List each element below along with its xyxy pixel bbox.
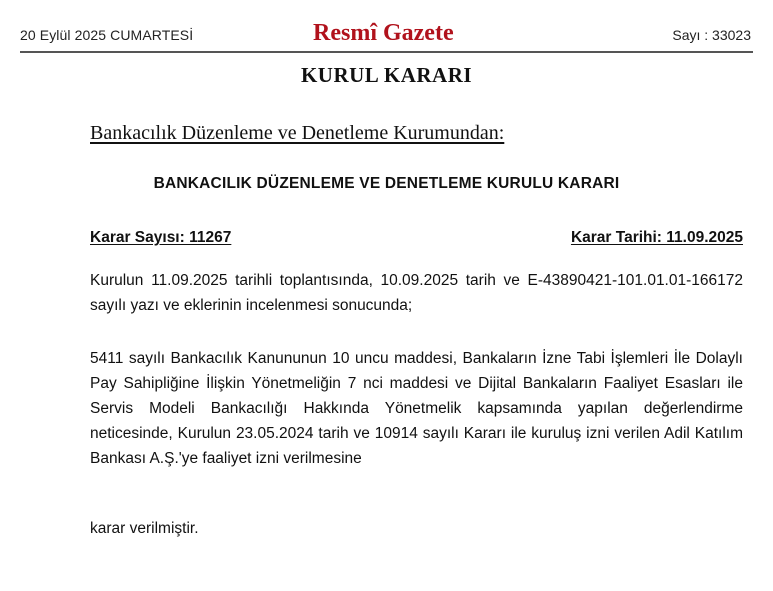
- decision-title: BANKACILIK DÜZENLEME VE DENETLEME KURULU KARARI: [153, 175, 620, 192]
- closing-statement: karar verilmiştir.: [90, 520, 199, 537]
- section-title: KURUL KARARI: [300, 63, 473, 87]
- body-paragraph-1: [90, 268, 743, 318]
- header-divider: [20, 51, 753, 53]
- issuing-authority: Bankacılık Düzenleme ve Denetleme Kurumundan:: [90, 122, 505, 144]
- issue-number: Sayı : 33023: [672, 27, 751, 43]
- body-paragraph-2: [90, 346, 743, 471]
- masthead-title: Resmî Gazete: [313, 20, 454, 46]
- decision-date: Karar Tarihi: 11.09.2025: [570, 229, 743, 246]
- decision-number: Karar Sayısı: 11267: [90, 229, 232, 246]
- paragraph-2-text: 5411 sayılı Bankacılık Kanununun 10 uncu maddesi, Bankaların İzne Tabi İşlemleri İle Dolaylı Pay Sahipliğine İlişkin Yönetmeliğin 7 nci maddesi ve Dijital Bankaların Faaliyet Esasları ile Servis Modeli Bankacılığı Hakkında Yönetmelik kapsamında yapılan değerlendirme neticesinde, Kurulun 23.05.2024 tarih ve 10914 sayılı Kararı ile kuruluş izni verilen Adil Katılım Bankası A.Ş.'ye faaliyet izni verilmesine: [90, 350, 743, 467]
- paragraph-1-text: Kurulun 11.09.2025 tarihli toplantısında, 10.09.2025 tarih ve E-43890421-101.01.01-166172 sayılı yazı ve eklerinin incelenmesi sonucunda;: [90, 272, 743, 314]
- header-date: 20 Eylül 2025 CUMARTESİ: [20, 27, 194, 43]
